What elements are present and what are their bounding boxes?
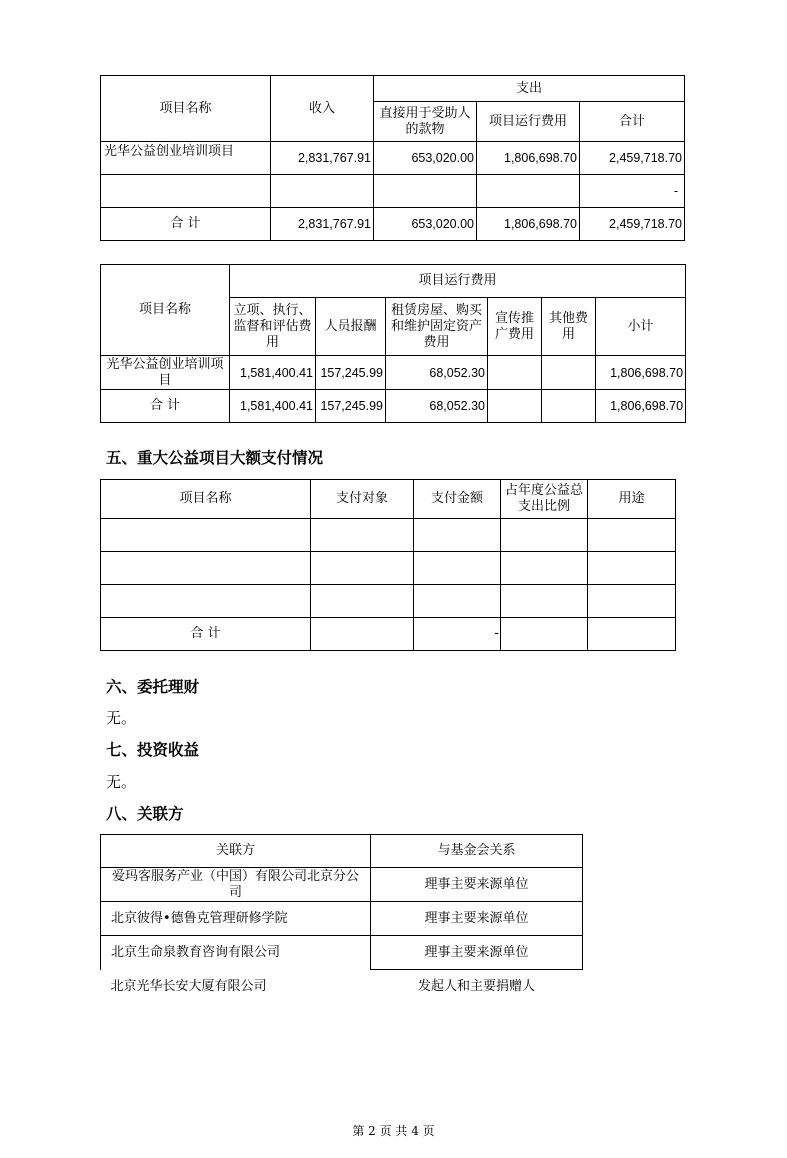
cell-name: 光华公益创业培训项目: [101, 142, 271, 175]
cell-party: 北京生命泉教育咨询有限公司: [101, 936, 371, 970]
cell-subtotal: 1,806,698.70: [596, 390, 686, 423]
cell-income: 2,831,767.91: [271, 142, 374, 175]
cell-sum-label: 合 计: [101, 390, 230, 423]
table-sum-row: [101, 208, 685, 241]
cell-income: [271, 175, 374, 208]
cell-name: 光华公益创业培训项目: [101, 356, 230, 390]
cell-income: 2,831,767.91: [271, 208, 374, 241]
section-7-title: 七、投资收益: [106, 741, 200, 759]
table-row: [101, 585, 676, 618]
page-footer: 第 2 页 共 4 页: [352, 1124, 435, 1138]
header-party: 关联方: [101, 835, 371, 868]
section-5-title: 五、重大公益项目大额支付情况: [106, 449, 324, 467]
header-relation: 与基金会关系: [371, 835, 583, 868]
cell-rent: 68,052.30: [386, 356, 488, 390]
cell-operating: 1,806,698.70: [477, 142, 580, 175]
header-project-name: 项目名称: [101, 76, 271, 142]
table-row: [101, 902, 583, 936]
section-7-text: 无。: [106, 773, 137, 791]
header-income: 收入: [271, 76, 374, 142]
header-setup: 立项、执行、监督和评估费用: [230, 298, 316, 356]
table-row: [101, 552, 676, 585]
table-row: [101, 868, 583, 902]
section-6-title: 六、委托理财: [106, 678, 200, 696]
cell-subtotal: 1,806,698.70: [596, 356, 686, 390]
cell-operating: 1,806,698.70: [477, 208, 580, 241]
large-payment-table: [100, 479, 676, 651]
cell-setup: 1,581,400.41: [230, 390, 316, 423]
header-use: 用途: [588, 480, 676, 519]
cell-total: 2,459,718.70: [580, 208, 685, 241]
table-sum-row: [101, 618, 676, 651]
header-expense: 支出: [374, 76, 685, 102]
table-row: [101, 970, 583, 1004]
header-operating: 项目运行费用: [230, 265, 686, 298]
cell-relation: 发起人和主要捐赠人: [417, 978, 535, 994]
header-target: 支付对象: [311, 480, 414, 519]
table-row: [101, 356, 686, 390]
related-party-table: [100, 834, 583, 1004]
header-total: 合计: [580, 102, 685, 142]
header-ratio: 占年度公益总支出比例: [501, 480, 588, 519]
cell-total: -: [580, 175, 685, 208]
header-direct: 直接用于受助人的款物: [374, 102, 477, 142]
cell-relation: 理事主要来源单位: [371, 902, 583, 936]
cell-relation: 理事主要来源单位: [371, 868, 583, 902]
cell-direct: 653,020.00: [374, 208, 477, 241]
section-8-title: 八、关联方: [106, 805, 184, 823]
table-row: [101, 175, 685, 208]
header-operating: 项目运行费用: [477, 102, 580, 142]
cell-promo: [488, 390, 542, 423]
cell-rent: 68,052.30: [386, 390, 488, 423]
cell-party: 北京光华长安大厦有限公司: [110, 978, 267, 994]
cell-direct: [374, 175, 477, 208]
cell-sum-label: 合 计: [101, 208, 271, 241]
cell-setup: 1,581,400.41: [230, 356, 316, 390]
cell-operating: [477, 175, 580, 208]
section-6-text: 无。: [106, 709, 137, 727]
header-project-name: 项目名称: [101, 480, 311, 519]
header-project-name: 项目名称: [101, 265, 230, 356]
cell-staff: 157,245.99: [316, 356, 386, 390]
cell-sum-amount: -: [414, 618, 501, 651]
cell-sum-label: 合 计: [101, 618, 311, 651]
cell-other: [542, 356, 596, 390]
operating-expense-table: [100, 264, 686, 423]
cell-party: 北京彼得•德鲁克管理研修学院: [101, 902, 371, 936]
table-sum-row: [101, 390, 686, 423]
header-rent: 租赁房屋、购买和维护固定资产费用: [386, 298, 488, 356]
cell-direct: 653,020.00: [374, 142, 477, 175]
cell-relation: 理事主要来源单位: [371, 936, 583, 970]
cell-staff: 157,245.99: [316, 390, 386, 423]
header-other: 其他费用: [542, 298, 596, 356]
cell-other: [542, 390, 596, 423]
cell-total: 2,459,718.70: [580, 142, 685, 175]
table-row: [101, 142, 685, 175]
cell-party: 爱玛客服务产业（中国）有限公司北京分公司: [101, 868, 371, 902]
header-promo: 宣传推广费用: [488, 298, 542, 356]
table-row: [101, 936, 583, 970]
table-row: [101, 519, 676, 552]
cell-promo: [488, 356, 542, 390]
cell-name: [101, 175, 271, 208]
header-subtotal: 小计: [596, 298, 686, 356]
header-staff: 人员报酬: [316, 298, 386, 356]
header-amount: 支付金额: [414, 480, 501, 519]
income-expense-table: [100, 75, 685, 241]
